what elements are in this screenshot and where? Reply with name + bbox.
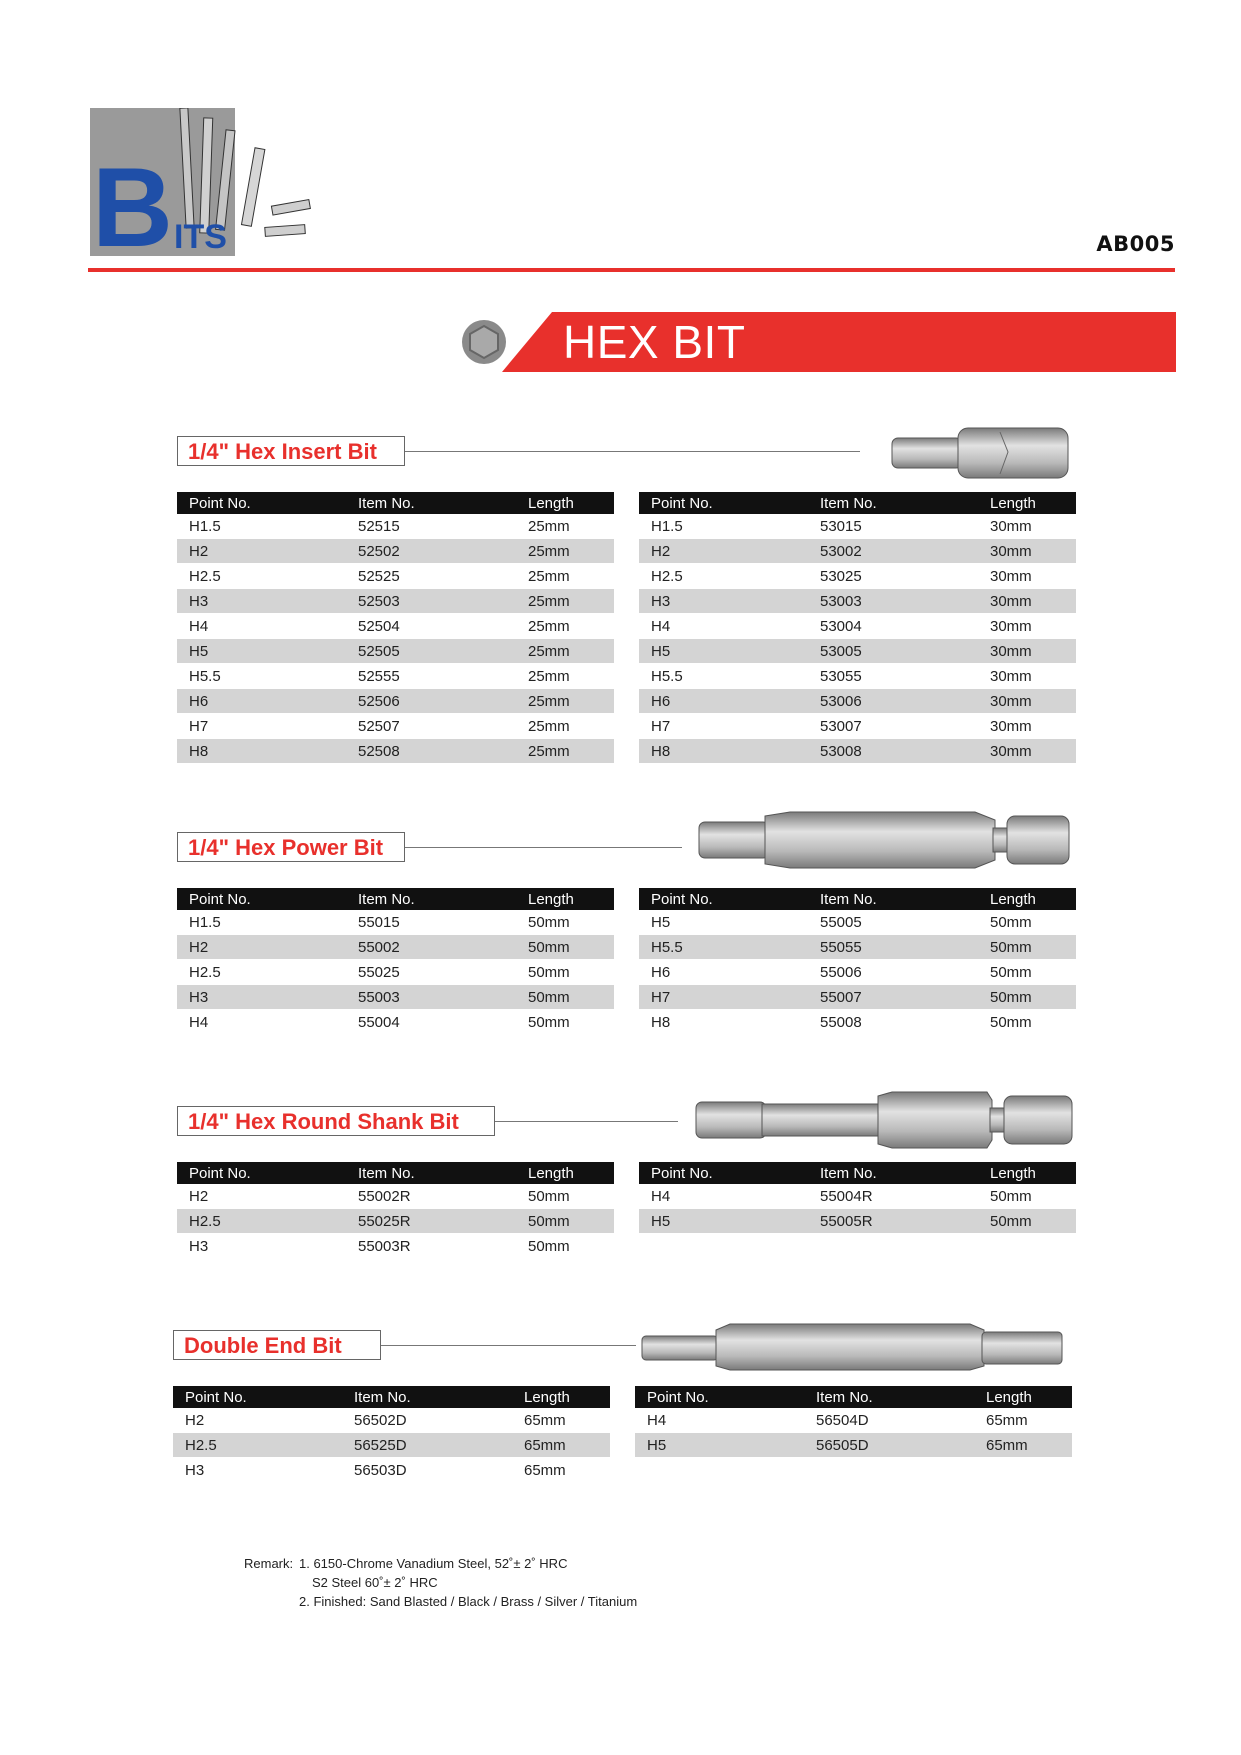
point-no-cell: H7 xyxy=(639,714,806,739)
length-cell: 50mm xyxy=(976,1010,1076,1035)
header-item-no: Item No. xyxy=(344,1162,514,1184)
item-no-cell: 53003 xyxy=(806,589,976,614)
point-no-cell: H2.5 xyxy=(177,564,344,589)
length-cell: 50mm xyxy=(514,910,614,935)
point-no-cell: H1.5 xyxy=(639,514,806,539)
table-row xyxy=(177,514,614,539)
item-no-cell: 53006 xyxy=(806,689,976,714)
bits-logo xyxy=(90,108,340,258)
spec-table xyxy=(635,1386,1072,1458)
point-no-cell: H1.5 xyxy=(177,910,344,935)
section-divider xyxy=(495,1121,678,1122)
length-cell: 50mm xyxy=(976,985,1076,1010)
item-no-cell: 55003 xyxy=(344,985,514,1010)
length-cell: 65mm xyxy=(510,1458,610,1483)
remark-line-3: 2. Finished: Sand Blasted / Black / Brass / Silver / Titanium xyxy=(299,1594,638,1609)
spec-table xyxy=(177,492,614,764)
table-row xyxy=(639,935,1076,960)
point-no-cell: H4 xyxy=(177,614,344,639)
table-row xyxy=(173,1433,610,1458)
length-cell: 25mm xyxy=(514,514,614,539)
table-row xyxy=(639,739,1076,764)
header-length: Length xyxy=(976,1162,1076,1184)
table-row xyxy=(177,739,614,764)
length-cell: 50mm xyxy=(976,1209,1076,1234)
hex-power-bit-image xyxy=(695,810,1073,875)
point-no-cell: H6 xyxy=(639,960,806,985)
item-no-cell: 55055 xyxy=(806,935,976,960)
length-cell: 50mm xyxy=(514,1209,614,1234)
table-row xyxy=(639,1209,1076,1234)
table-row xyxy=(177,689,614,714)
item-no-cell: 55007 xyxy=(806,985,976,1010)
hex-insert-bit-image xyxy=(888,424,1073,485)
item-no-cell: 53025 xyxy=(806,564,976,589)
point-no-cell: H5 xyxy=(635,1433,802,1458)
spec-table xyxy=(639,492,1076,764)
remark-line-2: S2 Steel 60˚± 2˚ HRC xyxy=(312,1575,438,1590)
section-divider xyxy=(405,451,860,452)
item-no-cell: 55006 xyxy=(806,960,976,985)
item-no-cell: 55015 xyxy=(344,910,514,935)
header-point-no: Point No. xyxy=(177,492,344,514)
spec-table xyxy=(173,1386,610,1483)
length-cell: 30mm xyxy=(976,664,1076,689)
table-row xyxy=(177,639,614,664)
item-no-cell: 53015 xyxy=(806,514,976,539)
table-row xyxy=(177,564,614,589)
length-cell: 30mm xyxy=(976,589,1076,614)
item-no-cell: 52515 xyxy=(344,514,514,539)
point-no-cell: H1.5 xyxy=(177,514,344,539)
length-cell: 25mm xyxy=(514,539,614,564)
spec-table xyxy=(177,1162,614,1259)
point-no-cell: H3 xyxy=(639,589,806,614)
table-row xyxy=(639,664,1076,689)
section-divider xyxy=(405,847,682,848)
page-code: AB005 xyxy=(1096,232,1175,256)
length-cell: 25mm xyxy=(514,564,614,589)
header-point-no: Point No. xyxy=(639,1162,806,1184)
point-no-cell: H5.5 xyxy=(639,935,806,960)
length-cell: 50mm xyxy=(514,960,614,985)
header-item-no: Item No. xyxy=(344,492,514,514)
point-no-cell: H8 xyxy=(639,1010,806,1035)
point-no-cell: H2.5 xyxy=(173,1433,340,1458)
double-end-bit-image xyxy=(640,1322,1066,1377)
table-row xyxy=(173,1408,610,1433)
point-no-cell: H2 xyxy=(173,1408,340,1433)
point-no-cell: H4 xyxy=(177,1010,344,1035)
length-cell: 25mm xyxy=(514,739,614,764)
table-row xyxy=(177,614,614,639)
point-no-cell: H3 xyxy=(177,985,344,1010)
item-no-cell: 52505 xyxy=(344,639,514,664)
section-title: Double End Bit xyxy=(173,1330,381,1360)
item-no-cell: 52503 xyxy=(344,589,514,614)
logo-letter-b: B xyxy=(92,145,173,258)
section-title: 1/4" Hex Round Shank Bit xyxy=(177,1106,495,1136)
point-no-cell: H3 xyxy=(177,1234,344,1259)
table-row xyxy=(177,985,614,1010)
item-no-cell: 56504D xyxy=(802,1408,972,1433)
table-row xyxy=(177,935,614,960)
table-row xyxy=(635,1433,1072,1458)
point-no-cell: H7 xyxy=(639,985,806,1010)
table-row xyxy=(639,714,1076,739)
length-cell: 50mm xyxy=(976,960,1076,985)
length-cell: 65mm xyxy=(510,1408,610,1433)
table-row xyxy=(639,639,1076,664)
length-cell: 50mm xyxy=(514,935,614,960)
item-no-cell: 55002R xyxy=(344,1184,514,1209)
table-row xyxy=(639,589,1076,614)
logo-letters-its: ITS xyxy=(174,218,227,256)
section-divider xyxy=(381,1345,636,1346)
table-row xyxy=(635,1408,1072,1433)
item-no-cell: 52525 xyxy=(344,564,514,589)
header-item-no: Item No. xyxy=(806,492,976,514)
point-no-cell: H4 xyxy=(639,614,806,639)
table-row xyxy=(177,1209,614,1234)
length-cell: 50mm xyxy=(976,1184,1076,1209)
length-cell: 50mm xyxy=(514,1010,614,1035)
header-length: Length xyxy=(976,888,1076,910)
spec-table xyxy=(639,1162,1076,1234)
header-point-no: Point No. xyxy=(639,492,806,514)
header-point-no: Point No. xyxy=(639,888,806,910)
length-cell: 25mm xyxy=(514,639,614,664)
item-no-cell: 55025 xyxy=(344,960,514,985)
table-row xyxy=(639,1010,1076,1035)
header-item-no: Item No. xyxy=(344,888,514,910)
section-title: 1/4" Hex Insert Bit xyxy=(177,436,405,466)
item-no-cell: 55004 xyxy=(344,1010,514,1035)
length-cell: 30mm xyxy=(976,739,1076,764)
section-title: 1/4" Hex Power Bit xyxy=(177,832,405,862)
item-no-cell: 56503D xyxy=(340,1458,510,1483)
table-row xyxy=(177,539,614,564)
item-no-cell: 52555 xyxy=(344,664,514,689)
table-row xyxy=(173,1458,610,1483)
table-row xyxy=(177,910,614,935)
point-no-cell: H2 xyxy=(177,539,344,564)
length-cell: 30mm xyxy=(976,614,1076,639)
header-length: Length xyxy=(514,888,614,910)
item-no-cell: 53004 xyxy=(806,614,976,639)
item-no-cell: 53055 xyxy=(806,664,976,689)
table-row xyxy=(177,1234,614,1259)
length-cell: 50mm xyxy=(976,910,1076,935)
spec-table xyxy=(177,888,614,1035)
item-no-cell: 53005 xyxy=(806,639,976,664)
item-no-cell: 53007 xyxy=(806,714,976,739)
length-cell: 50mm xyxy=(976,935,1076,960)
point-no-cell: H2.5 xyxy=(639,564,806,589)
item-no-cell: 52504 xyxy=(344,614,514,639)
item-no-cell: 55005R xyxy=(806,1209,976,1234)
point-no-cell: H3 xyxy=(173,1458,340,1483)
table-row xyxy=(639,910,1076,935)
point-no-cell: H2.5 xyxy=(177,1209,344,1234)
point-no-cell: H5.5 xyxy=(639,664,806,689)
table-row xyxy=(177,714,614,739)
item-no-cell: 52507 xyxy=(344,714,514,739)
header-length: Length xyxy=(976,492,1076,514)
point-no-cell: H2 xyxy=(177,935,344,960)
spec-table xyxy=(639,888,1076,1035)
point-no-cell: H2 xyxy=(639,539,806,564)
point-no-cell: H5.5 xyxy=(177,664,344,689)
point-no-cell: H2.5 xyxy=(177,960,344,985)
remark-label: Remark: xyxy=(244,1556,294,1571)
item-no-cell: 55005 xyxy=(806,910,976,935)
point-no-cell: H5 xyxy=(639,910,806,935)
length-cell: 50mm xyxy=(514,1234,614,1259)
point-no-cell: H5 xyxy=(177,639,344,664)
header-item-no: Item No. xyxy=(340,1386,510,1408)
table-row xyxy=(639,689,1076,714)
header-length: Length xyxy=(514,1162,614,1184)
header-item-no: Item No. xyxy=(802,1386,972,1408)
table-row xyxy=(639,1184,1076,1209)
item-no-cell: 55025R xyxy=(344,1209,514,1234)
header-point-no: Point No. xyxy=(173,1386,340,1408)
item-no-cell: 56502D xyxy=(340,1408,510,1433)
header-item-no: Item No. xyxy=(806,1162,976,1184)
header-point-no: Point No. xyxy=(177,1162,344,1184)
table-row xyxy=(639,564,1076,589)
length-cell: 65mm xyxy=(972,1408,1072,1433)
remark-line-1: 1. 6150-Chrome Vanadium Steel, 52˚± 2˚ HRC xyxy=(299,1556,568,1571)
length-cell: 50mm xyxy=(514,1184,614,1209)
header-length: Length xyxy=(510,1386,610,1408)
point-no-cell: H4 xyxy=(635,1408,802,1433)
item-no-cell: 52508 xyxy=(344,739,514,764)
table-row xyxy=(639,985,1076,1010)
item-no-cell: 53008 xyxy=(806,739,976,764)
length-cell: 65mm xyxy=(972,1433,1072,1458)
length-cell: 25mm xyxy=(514,689,614,714)
length-cell: 30mm xyxy=(976,689,1076,714)
header-length: Length xyxy=(514,492,614,514)
table-row xyxy=(177,1184,614,1209)
header-rule xyxy=(88,268,1175,272)
header-item-no: Item No. xyxy=(806,888,976,910)
length-cell: 30mm xyxy=(976,514,1076,539)
point-no-cell: H3 xyxy=(177,589,344,614)
point-no-cell: H7 xyxy=(177,714,344,739)
length-cell: 25mm xyxy=(514,714,614,739)
item-no-cell: 56505D xyxy=(802,1433,972,1458)
length-cell: 25mm xyxy=(514,589,614,614)
point-no-cell: H4 xyxy=(639,1184,806,1209)
length-cell: 30mm xyxy=(976,714,1076,739)
banner-title: HEX BIT xyxy=(563,316,746,368)
point-no-cell: H6 xyxy=(177,689,344,714)
hex-round-shank-bit-image xyxy=(692,1090,1076,1155)
table-row xyxy=(177,960,614,985)
item-no-cell: 52506 xyxy=(344,689,514,714)
item-no-cell: 56525D xyxy=(340,1433,510,1458)
length-cell: 30mm xyxy=(976,564,1076,589)
item-no-cell: 55008 xyxy=(806,1010,976,1035)
table-row xyxy=(639,614,1076,639)
table-row xyxy=(177,1010,614,1035)
item-no-cell: 55004R xyxy=(806,1184,976,1209)
point-no-cell: H8 xyxy=(639,739,806,764)
item-no-cell: 55002 xyxy=(344,935,514,960)
header-length: Length xyxy=(972,1386,1072,1408)
length-cell: 30mm xyxy=(976,639,1076,664)
point-no-cell: H6 xyxy=(639,689,806,714)
point-no-cell: H2 xyxy=(177,1184,344,1209)
table-row xyxy=(639,539,1076,564)
length-cell: 25mm xyxy=(514,614,614,639)
table-row xyxy=(177,589,614,614)
length-cell: 30mm xyxy=(976,539,1076,564)
table-row xyxy=(639,960,1076,985)
header-point-no: Point No. xyxy=(177,888,344,910)
length-cell: 50mm xyxy=(514,985,614,1010)
table-row xyxy=(177,664,614,689)
item-no-cell: 53002 xyxy=(806,539,976,564)
length-cell: 25mm xyxy=(514,664,614,689)
point-no-cell: H5 xyxy=(639,639,806,664)
item-no-cell: 52502 xyxy=(344,539,514,564)
header-point-no: Point No. xyxy=(635,1386,802,1408)
point-no-cell: H8 xyxy=(177,739,344,764)
hex-icon xyxy=(470,326,498,358)
length-cell: 65mm xyxy=(510,1433,610,1458)
item-no-cell: 55003R xyxy=(344,1234,514,1259)
point-no-cell: H5 xyxy=(639,1209,806,1234)
table-row xyxy=(639,514,1076,539)
